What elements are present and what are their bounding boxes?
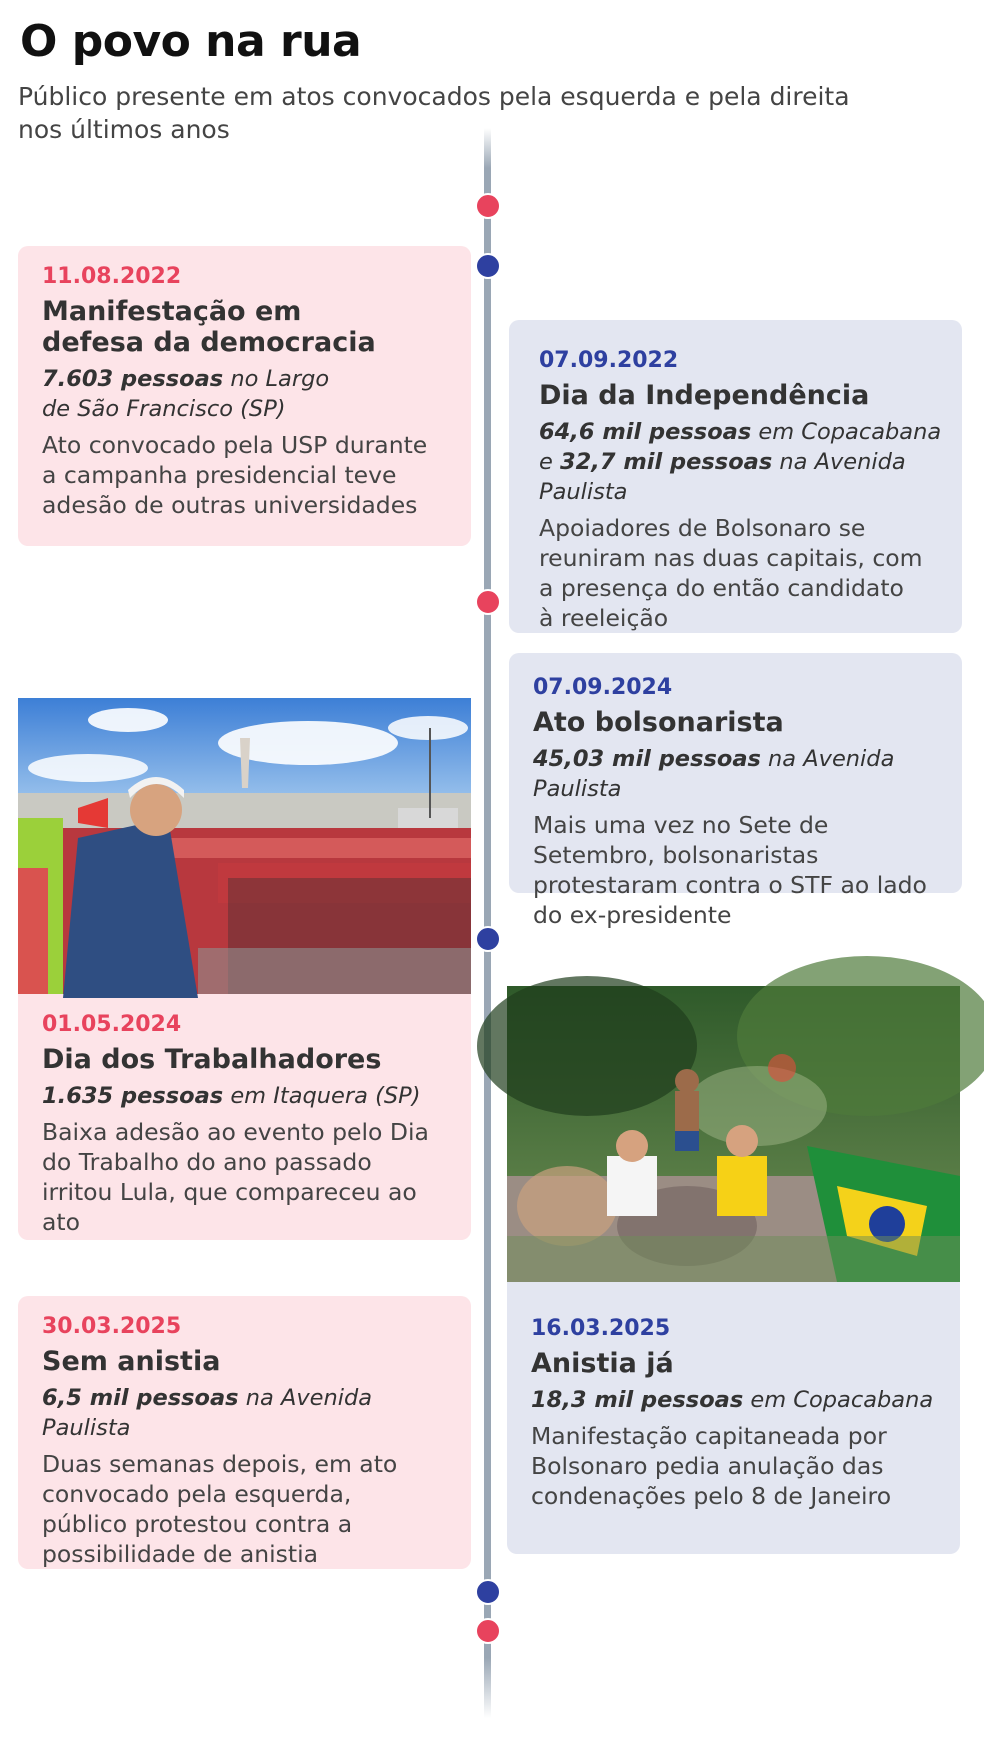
event-date: 11.08.2022 (42, 264, 182, 289)
connector-event-2 (490, 265, 734, 320)
event-title: Dia da Independência (539, 380, 870, 411)
event-title: Ato bolsonarista (533, 707, 784, 738)
timeline-dot-2022-08 (475, 193, 501, 219)
event-card-2024-05-01 (18, 698, 471, 1240)
event-attendance: 6,5 mil pessoas na Avenida Paulista (42, 1385, 373, 1441)
connector-event-3 (242, 601, 486, 697)
event-date: 07.09.2022 (539, 348, 679, 373)
event-card-2022-08-11 (18, 246, 471, 546)
timeline-dot-2025-03-16 (475, 1579, 501, 1605)
event-card-2025-03-16 (507, 986, 960, 1554)
event-description: Manifestação capitaneada por Bolsonaro pedia anulação das condenações pelo 8 de Janeiro (531, 1422, 892, 1510)
timeline-dot-2024-09 (475, 926, 501, 952)
event-date: 30.03.2025 (42, 1314, 182, 1339)
event-description: Duas semanas depois, em ato convocado pela esquerda, público protestou contra a possibilidade de anistia (42, 1450, 398, 1568)
event-attendance: 1.635 pessoas em Itaquera (SP) (42, 1083, 421, 1109)
event-attendance: 45,03 mil pessoas na Avenida Paulista (533, 746, 895, 802)
event-description: Ato convocado pela USP durante a campanha presidencial teve adesão de outras universidades (42, 431, 428, 519)
event-attendance: 64,6 mil pessoas em Copacabana e 32,7 mil pessoas na Avenida Paulista (539, 419, 942, 505)
event-description: Apoiadores de Bolsonaro se reuniram nas duas capitais, com a presença do então candidato à reeleição (539, 514, 923, 632)
timeline-dot-2025-03-30 (475, 1618, 501, 1644)
connector-event-1 (242, 204, 486, 246)
event-title: Manifestação em defesa da democracia (42, 296, 376, 358)
event-date: 01.05.2024 (42, 1012, 182, 1037)
bolsonaro-rally-photo (507, 986, 960, 1282)
event-title: Sem anistia (42, 1346, 221, 1377)
page-subtitle: Público presente em atos convocados pela esquerda e pela direita nos últimos anos (18, 82, 850, 144)
event-attendance: 18,3 mil pessoas em Copacabana (531, 1387, 934, 1413)
event-card-2024-09-07 (509, 653, 962, 929)
event-attendance: 7.603 pessoas no Largo de São Francisco (SP) (42, 366, 330, 422)
event-description: Baixa adesão ao evento pelo Dia do Trabalho do ano passado irritou Lula, que compareceu ao ato (42, 1118, 429, 1236)
event-card-2022-09-07 (509, 320, 962, 633)
connector-event-5 (242, 1560, 486, 1623)
event-card-2025-03-30 (18, 1296, 471, 1569)
event-description: Mais uma vez no Sete de Setembro, bolsonaristas protestaram contra o STF ao lado do ex-presidente (533, 811, 927, 929)
lula-rally-photo (18, 698, 471, 994)
event-title: Anistia já (531, 1348, 674, 1379)
event-date: 07.09.2024 (533, 675, 673, 700)
page-title: O povo na rua (20, 16, 362, 67)
timeline-dot-2024-05 (475, 589, 501, 615)
event-title: Dia dos Trabalhadores (42, 1044, 382, 1075)
timeline-dot-2022-09 (475, 253, 501, 279)
event-date: 16.03.2025 (531, 1316, 671, 1341)
